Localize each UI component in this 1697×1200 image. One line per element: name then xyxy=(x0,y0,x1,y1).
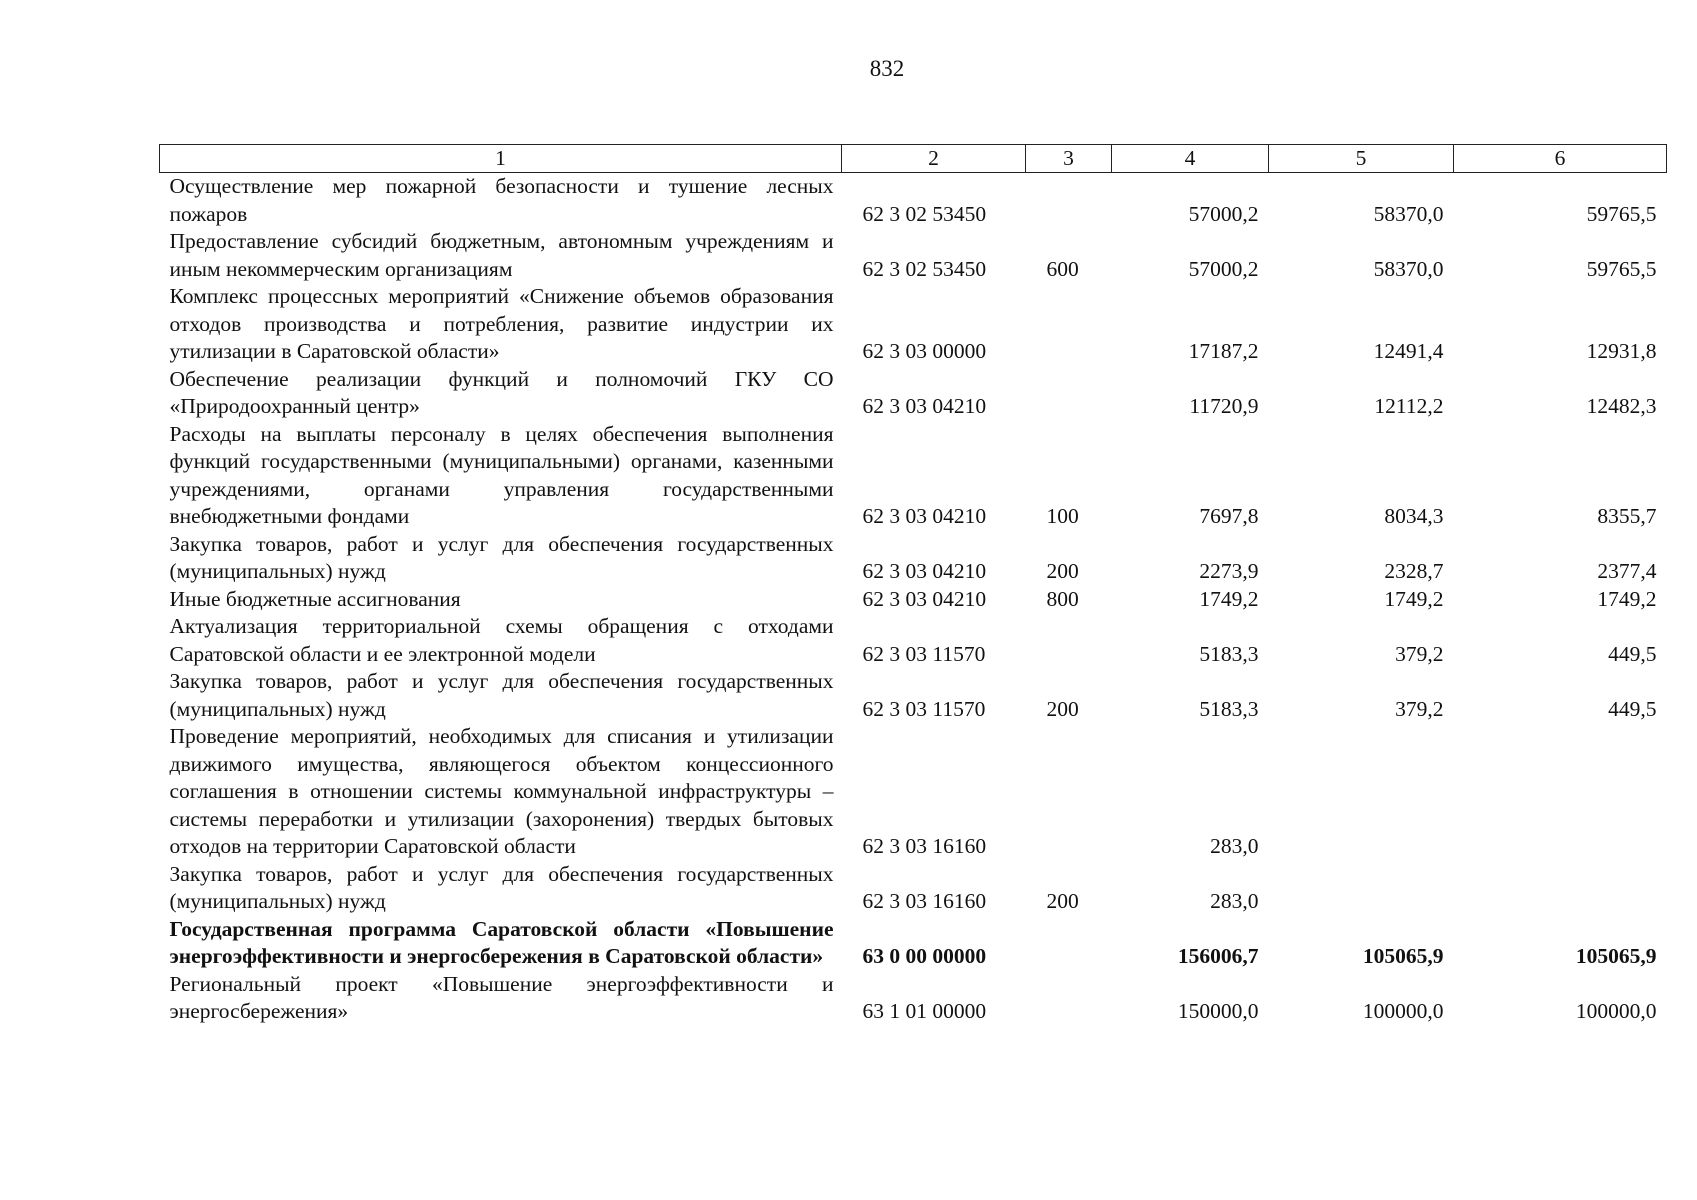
table-body xyxy=(160,173,1667,1026)
row-name: Закупка товаров, работ и услуг для обеспечения государственных (муниципальных) нужд xyxy=(169,861,834,913)
row-name: Актуализация территориальной схемы обращения с отходами Саратовской области и ее электронной модели xyxy=(169,614,834,666)
row-code: 62 3 03 00000 xyxy=(862,339,987,363)
header-row xyxy=(160,145,1667,173)
table-row xyxy=(160,613,1667,668)
row-value-col4: 5183,3 xyxy=(1199,696,1259,721)
row-value-col4: 150000,0 xyxy=(1177,999,1259,1023)
row-value-col5: 1749,2 xyxy=(1384,586,1444,611)
row-code: 62 3 02 53450 xyxy=(862,256,987,281)
row-expense-type: 600 xyxy=(1046,256,1079,281)
row-code: 63 0 00 00000 xyxy=(862,944,987,968)
row-expense-type xyxy=(1026,613,1112,668)
row-value-col6: 105065,9 xyxy=(1575,944,1657,968)
row-expense-type xyxy=(1026,971,1112,1026)
row-value-col6 xyxy=(1454,861,1667,916)
column-header-3: 3 xyxy=(1026,145,1112,173)
row-value-col6: 2377,4 xyxy=(1597,559,1657,583)
row-value-col4: 2273,9 xyxy=(1199,559,1259,583)
row-value-col5: 379,2 xyxy=(1395,641,1444,666)
row-value-col4: 17187,2 xyxy=(1188,339,1259,363)
row-name: Закупка товаров, работ и услуг для обеспечения государственных (муниципальных) нужд xyxy=(169,669,834,721)
row-code: 62 3 03 04210 xyxy=(862,394,987,418)
table-row xyxy=(160,421,1667,531)
row-code: 62 3 03 16160 xyxy=(862,834,987,858)
row-value-col4: 7697,8 xyxy=(1199,504,1259,528)
row-code: 62 3 03 11570 xyxy=(862,696,986,721)
table-row xyxy=(160,586,1667,614)
page-number: 832 xyxy=(869,56,905,81)
table-header xyxy=(160,145,1667,173)
row-name: Закупка товаров, работ и услуг для обеспечения государственных (муниципальных) нужд xyxy=(169,531,834,583)
row-name: Проведение мероприятий, необходимых для списания и утилизации движимого имущества, являющегося объектом концессионного соглашения в отношении системы коммунальной инфраструктуры – системы переработки и утилизации (захоронения) твердых бытовых отходов на территории Саратовской области xyxy=(169,724,834,858)
row-expense-type xyxy=(1026,723,1112,861)
row-value-col6 xyxy=(1454,723,1667,861)
column-header-4: 4 xyxy=(1112,145,1269,173)
row-value-col5: 105065,9 xyxy=(1362,944,1444,968)
row-expense-type xyxy=(1026,366,1112,421)
row-code: 62 3 03 04210 xyxy=(862,504,987,528)
row-value-col6: 449,5 xyxy=(1608,641,1657,666)
row-value-col5: 58370,0 xyxy=(1373,201,1444,226)
row-name: Комплекс процессных мероприятий «Снижение объемов образования отходов производства и потребления, развитие индустрии их утилизации в Саратовской области» xyxy=(169,284,834,363)
row-name: Государственная программа Саратовской области «Повышение энергоэффективности и энергосбережения в Саратовской области» xyxy=(169,916,834,968)
table-row xyxy=(160,916,1667,971)
row-value-col4: 283,0 xyxy=(1210,834,1259,858)
budget-table xyxy=(159,144,1667,1026)
row-code: 62 3 03 04210 xyxy=(862,559,987,583)
row-expense-type: 200 xyxy=(1046,889,1079,913)
column-header-2: 2 xyxy=(842,145,1026,173)
table-row xyxy=(160,228,1667,283)
row-value-col6: 449,5 xyxy=(1608,696,1657,721)
row-expense-type: 200 xyxy=(1046,696,1079,721)
column-header-5: 5 xyxy=(1269,145,1454,173)
row-expense-type: 100 xyxy=(1046,504,1079,528)
row-expense-type: 200 xyxy=(1046,559,1079,583)
row-expense-type xyxy=(1026,916,1112,971)
row-value-col4: 5183,3 xyxy=(1199,641,1259,666)
row-value-col5: 12491,4 xyxy=(1373,339,1444,363)
row-code: 62 3 03 16160 xyxy=(862,889,987,913)
row-expense-type: 800 xyxy=(1046,586,1079,611)
row-expense-type xyxy=(1026,173,1112,229)
table-row xyxy=(160,723,1667,861)
row-value-col5 xyxy=(1269,861,1454,916)
row-value-col5: 379,2 xyxy=(1395,696,1444,721)
row-value-col6: 8355,7 xyxy=(1597,504,1657,528)
row-value-col4: 57000,2 xyxy=(1188,256,1259,281)
row-name: Предоставление субсидий бюджетным, автономным учреждениям и иным некоммерческим организациям xyxy=(169,229,834,281)
row-value-col4: 1749,2 xyxy=(1199,586,1259,611)
row-value-col5: 100000,0 xyxy=(1362,999,1444,1023)
table-row xyxy=(160,366,1667,421)
row-name: Расходы на выплаты персоналу в целях обеспечения выполнения функций государственными (муниципальными) органами, казенными учреждениями, органами управления государственными внебюджетными фондами xyxy=(169,421,834,528)
row-value-col6: 12931,8 xyxy=(1586,339,1657,363)
table-row xyxy=(160,861,1667,916)
row-value-col4: 156006,7 xyxy=(1177,944,1259,968)
column-header-1: 1 xyxy=(160,145,842,173)
row-value-col6: 100000,0 xyxy=(1575,999,1657,1023)
row-code: 63 1 01 00000 xyxy=(862,999,987,1023)
row-value-col6: 1749,2 xyxy=(1597,586,1657,611)
row-value-col5: 58370,0 xyxy=(1373,256,1444,281)
row-name: Осуществление мер пожарной безопасности и тушение лесных пожаров xyxy=(169,174,834,226)
row-code: 62 3 03 04210 xyxy=(862,586,987,611)
row-value-col5: 2328,7 xyxy=(1384,559,1444,583)
row-name: Обеспечение реализации функций и полномочий ГКУ СО «Природоохранный центр» xyxy=(169,366,834,418)
row-value-col6: 59765,5 xyxy=(1586,201,1657,226)
table-row xyxy=(160,668,1667,723)
row-value-col6: 12482,3 xyxy=(1586,394,1657,418)
table-row xyxy=(160,283,1667,366)
row-name: Региональный проект «Повышение энергоэффективности и энергосбережения» xyxy=(169,971,834,1023)
row-expense-type xyxy=(1026,283,1112,366)
row-code: 62 3 02 53450 xyxy=(862,201,987,226)
row-code: 62 3 03 11570 xyxy=(862,641,986,666)
row-value-col5 xyxy=(1269,723,1454,861)
table-row xyxy=(160,531,1667,586)
row-value-col5: 8034,3 xyxy=(1384,504,1444,528)
row-name: Иные бюджетные ассигнования xyxy=(169,586,461,611)
column-header-6: 6 xyxy=(1454,145,1667,173)
row-value-col5: 12112,2 xyxy=(1374,394,1444,418)
table-row xyxy=(160,173,1667,229)
row-value-col4: 283,0 xyxy=(1210,889,1259,913)
row-value-col4: 57000,2 xyxy=(1188,201,1259,226)
row-value-col4: 11720,9 xyxy=(1189,394,1259,418)
row-value-col6: 59765,5 xyxy=(1586,256,1657,281)
table-row xyxy=(160,971,1667,1026)
